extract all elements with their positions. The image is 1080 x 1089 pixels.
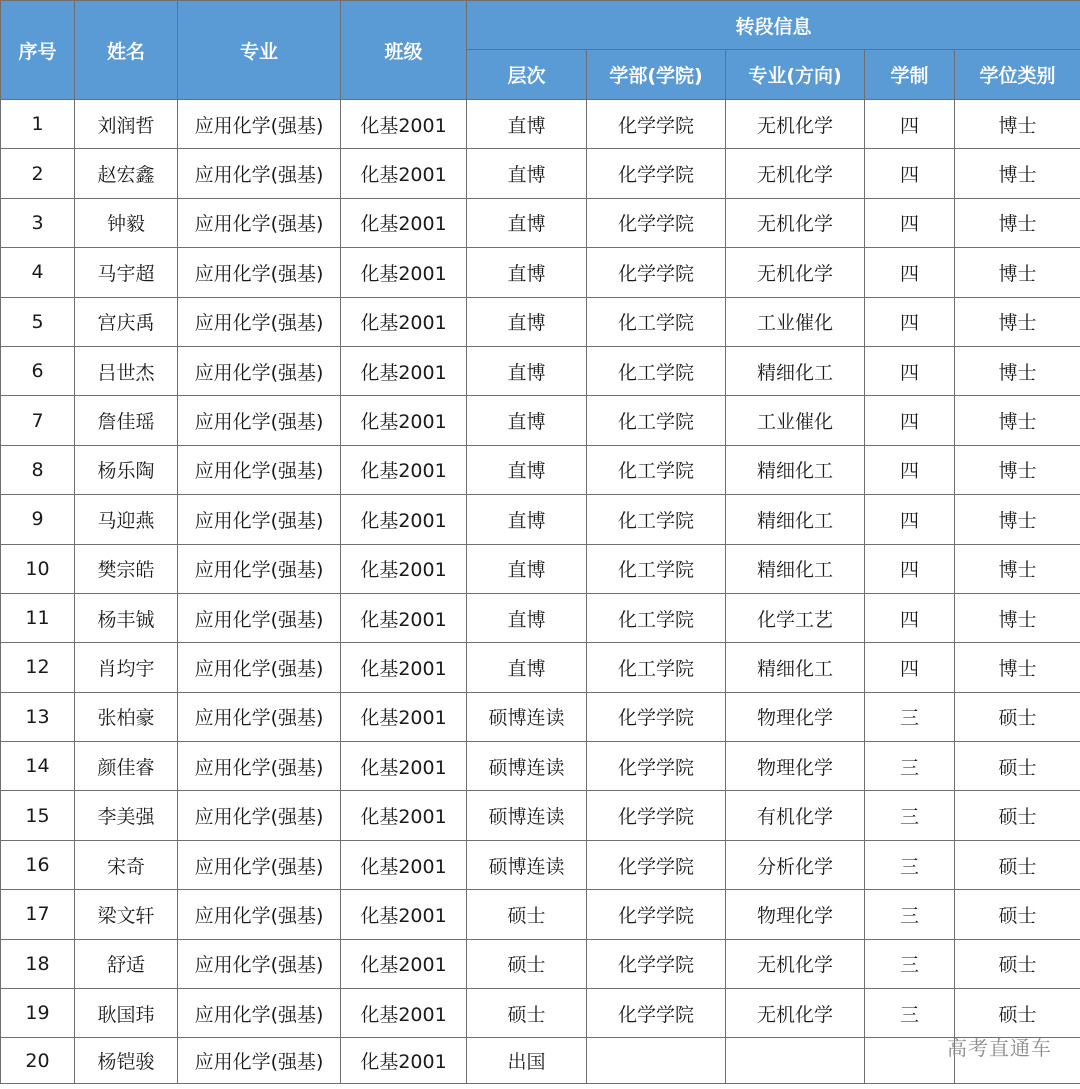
cell-school: 化工学院 [587,495,726,544]
cell-seq: 11 [1,593,75,642]
cell-direction: 无机化学 [726,989,865,1038]
cell-direction: 无机化学 [726,149,865,198]
cell-name: 李美强 [75,791,178,840]
table-row [1,1038,1080,1084]
cell-name: 刘润哲 [75,100,178,149]
cell-level: 硕博连读 [467,692,587,741]
cell-class: 化基2001 [341,840,467,889]
cell-years: 三 [865,791,955,840]
cell-seq: 4 [1,248,75,297]
cell-level: 直博 [467,495,587,544]
cell-school: 化学学院 [587,840,726,889]
cell-level: 直博 [467,445,587,494]
cell-seq: 1 [1,100,75,149]
cell-seq: 18 [1,939,75,988]
cell-major: 应用化学(强基) [178,445,341,494]
cell-degree: 博士 [955,100,1080,149]
cell-level: 直博 [467,149,587,198]
cell-level: 直博 [467,297,587,346]
cell-name: 耿国玮 [75,989,178,1038]
cell-major: 应用化学(强基) [178,396,341,445]
table-row [1,248,1080,297]
cell-level: 硕博连读 [467,791,587,840]
cell-seq: 19 [1,989,75,1038]
cell-school: 化学学院 [587,742,726,791]
cell-degree: 博士 [955,643,1080,692]
cell-name: 吕世杰 [75,346,178,395]
cell-level: 硕士 [467,989,587,1038]
table-row [1,445,1080,494]
cell-degree: 博士 [955,198,1080,247]
cell-direction: 精细化工 [726,643,865,692]
cell-name: 马宇超 [75,248,178,297]
cell-seq: 20 [1,1038,75,1084]
cell-direction: 精细化工 [726,346,865,395]
cell-degree: 硕士 [955,890,1080,939]
table-row [1,346,1080,395]
cell-school: 化工学院 [587,643,726,692]
cell-class: 化基2001 [341,791,467,840]
cell-level: 硕博连读 [467,742,587,791]
cell-seq: 13 [1,692,75,741]
cell-major: 应用化学(强基) [178,544,341,593]
cell-level: 硕博连读 [467,840,587,889]
cell-major: 应用化学(强基) [178,248,341,297]
table-row [1,149,1080,198]
cell-years: 四 [865,593,955,642]
cell-class: 化基2001 [341,149,467,198]
header-transfer-info: 转段信息 [467,1,1080,50]
cell-degree: 博士 [955,396,1080,445]
cell-school: 化学学院 [587,989,726,1038]
cell-seq: 2 [1,149,75,198]
cell-direction: 物理化学 [726,890,865,939]
cell-class: 化基2001 [341,939,467,988]
cell-major: 应用化学(强基) [178,1038,341,1084]
cell-level: 硕士 [467,890,587,939]
cell-school: 化学学院 [587,248,726,297]
cell-class: 化基2001 [341,692,467,741]
cell-direction: 化学工艺 [726,593,865,642]
cell-direction: 工业催化 [726,396,865,445]
cell-direction: 有机化学 [726,791,865,840]
cell-degree: 博士 [955,495,1080,544]
cell-direction: 精细化工 [726,544,865,593]
cell-class: 化基2001 [341,198,467,247]
cell-major: 应用化学(强基) [178,840,341,889]
cell-name: 杨铠骏 [75,1038,178,1084]
cell-direction: 精细化工 [726,495,865,544]
cell-years: 三 [865,890,955,939]
cell-degree: 博士 [955,593,1080,642]
cell-direction: 无机化学 [726,198,865,247]
cell-school: 化学学院 [587,100,726,149]
cell-years [865,1038,955,1084]
cell-degree: 博士 [955,248,1080,297]
cell-class: 化基2001 [341,890,467,939]
cell-seq: 9 [1,495,75,544]
table-row [1,495,1080,544]
cell-name: 舒适 [75,939,178,988]
cell-years: 三 [865,692,955,741]
table-row [1,742,1080,791]
cell-direction [726,1038,865,1084]
cell-degree: 博士 [955,297,1080,346]
cell-school: 化工学院 [587,445,726,494]
cell-major: 应用化学(强基) [178,149,341,198]
cell-class: 化基2001 [341,1038,467,1084]
cell-years: 四 [865,643,955,692]
cell-direction: 物理化学 [726,692,865,741]
cell-name: 赵宏鑫 [75,149,178,198]
cell-direction: 无机化学 [726,939,865,988]
cell-class: 化基2001 [341,989,467,1038]
cell-school: 化工学院 [587,544,726,593]
cell-years: 三 [865,989,955,1038]
cell-years: 三 [865,939,955,988]
cell-seq: 16 [1,840,75,889]
table-row [1,890,1080,939]
cell-class: 化基2001 [341,100,467,149]
cell-class: 化基2001 [341,346,467,395]
cell-years: 四 [865,544,955,593]
cell-direction: 精细化工 [726,445,865,494]
cell-direction: 分析化学 [726,840,865,889]
cell-name: 马迎燕 [75,495,178,544]
cell-years: 四 [865,297,955,346]
cell-degree: 硕士 [955,791,1080,840]
table-row [1,989,1080,1038]
cell-level: 直博 [467,643,587,692]
cell-class: 化基2001 [341,495,467,544]
cell-seq: 8 [1,445,75,494]
cell-seq: 14 [1,742,75,791]
cell-school: 化学学院 [587,149,726,198]
cell-name: 梁文轩 [75,890,178,939]
cell-degree: 博士 [955,445,1080,494]
cell-direction: 物理化学 [726,742,865,791]
cell-school: 化工学院 [587,346,726,395]
cell-direction: 无机化学 [726,100,865,149]
header-level: 层次 [467,50,587,100]
cell-years: 三 [865,742,955,791]
cell-direction: 工业催化 [726,297,865,346]
cell-years: 四 [865,198,955,247]
header-name: 姓名 [75,1,178,100]
cell-seq: 7 [1,396,75,445]
cell-seq: 3 [1,198,75,247]
cell-degree: 硕士 [955,840,1080,889]
cell-name: 张柏豪 [75,692,178,741]
cell-major: 应用化学(强基) [178,495,341,544]
cell-school [587,1038,726,1084]
cell-degree: 硕士 [955,989,1080,1038]
cell-major: 应用化学(强基) [178,593,341,642]
cell-seq: 6 [1,346,75,395]
cell-years: 四 [865,248,955,297]
cell-class: 化基2001 [341,742,467,791]
cell-level: 硕士 [467,939,587,988]
cell-name: 宋奇 [75,840,178,889]
table-row [1,544,1080,593]
cell-seq: 10 [1,544,75,593]
cell-school: 化工学院 [587,593,726,642]
table-row [1,297,1080,346]
cell-years: 四 [865,100,955,149]
cell-degree: 硕士 [955,939,1080,988]
table-row [1,840,1080,889]
cell-name: 詹佳瑶 [75,396,178,445]
cell-class: 化基2001 [341,593,467,642]
table-row [1,396,1080,445]
cell-major: 应用化学(强基) [178,297,341,346]
cell-level: 直博 [467,198,587,247]
cell-direction: 无机化学 [726,248,865,297]
header-school: 学部(学院) [587,50,726,100]
header-class: 班级 [341,1,467,100]
header-degree: 学位类别 [955,50,1080,100]
cell-years: 三 [865,840,955,889]
table-row [1,939,1080,988]
cell-seq: 5 [1,297,75,346]
cell-class: 化基2001 [341,544,467,593]
cell-level: 直博 [467,544,587,593]
header-major: 专业 [178,1,341,100]
cell-years: 四 [865,149,955,198]
cell-name: 樊宗皓 [75,544,178,593]
cell-level: 直博 [467,593,587,642]
cell-class: 化基2001 [341,643,467,692]
cell-years: 四 [865,445,955,494]
cell-school: 化学学院 [587,791,726,840]
cell-major: 应用化学(强基) [178,890,341,939]
cell-school: 化工学院 [587,297,726,346]
cell-degree: 博士 [955,346,1080,395]
cell-name: 颜佳睿 [75,742,178,791]
cell-degree: 博士 [955,149,1080,198]
cell-major: 应用化学(强基) [178,100,341,149]
cell-level: 直博 [467,248,587,297]
cell-school: 化工学院 [587,396,726,445]
table-body [1,100,1080,1084]
cell-level: 直博 [467,100,587,149]
cell-class: 化基2001 [341,297,467,346]
table-row [1,791,1080,840]
cell-major: 应用化学(强基) [178,791,341,840]
header-seq: 序号 [1,1,75,100]
header-direction: 专业(方向) [726,50,865,100]
cell-name: 杨丰铖 [75,593,178,642]
cell-name: 钟毅 [75,198,178,247]
cell-class: 化基2001 [341,248,467,297]
cell-major: 应用化学(强基) [178,692,341,741]
cell-major: 应用化学(强基) [178,742,341,791]
cell-years: 四 [865,346,955,395]
table-row [1,643,1080,692]
cell-seq: 12 [1,643,75,692]
cell-name: 宫庆禹 [75,297,178,346]
cell-school: 化学学院 [587,692,726,741]
cell-name: 肖均宇 [75,643,178,692]
cell-school: 化学学院 [587,939,726,988]
table-row [1,593,1080,642]
cell-degree: 硕士 [955,692,1080,741]
cell-major: 应用化学(强基) [178,198,341,247]
cell-level: 直博 [467,346,587,395]
cell-degree: 博士 [955,544,1080,593]
cell-level: 出国 [467,1038,587,1084]
cell-years: 四 [865,396,955,445]
table-row [1,100,1080,149]
cell-name: 杨乐陶 [75,445,178,494]
cell-years: 四 [865,495,955,544]
table-row [1,198,1080,247]
cell-class: 化基2001 [341,445,467,494]
watermark: 高考直通车 [947,1036,1052,1060]
cell-degree: 硕士 [955,742,1080,791]
header-years: 学制 [865,50,955,100]
cell-major: 应用化学(强基) [178,643,341,692]
table-row [1,692,1080,741]
cell-major: 应用化学(强基) [178,989,341,1038]
cell-school: 化学学院 [587,890,726,939]
cell-seq: 15 [1,791,75,840]
cell-seq: 17 [1,890,75,939]
cell-major: 应用化学(强基) [178,346,341,395]
cell-major: 应用化学(强基) [178,939,341,988]
cell-level: 直博 [467,396,587,445]
cell-school: 化学学院 [587,198,726,247]
cell-class: 化基2001 [341,396,467,445]
